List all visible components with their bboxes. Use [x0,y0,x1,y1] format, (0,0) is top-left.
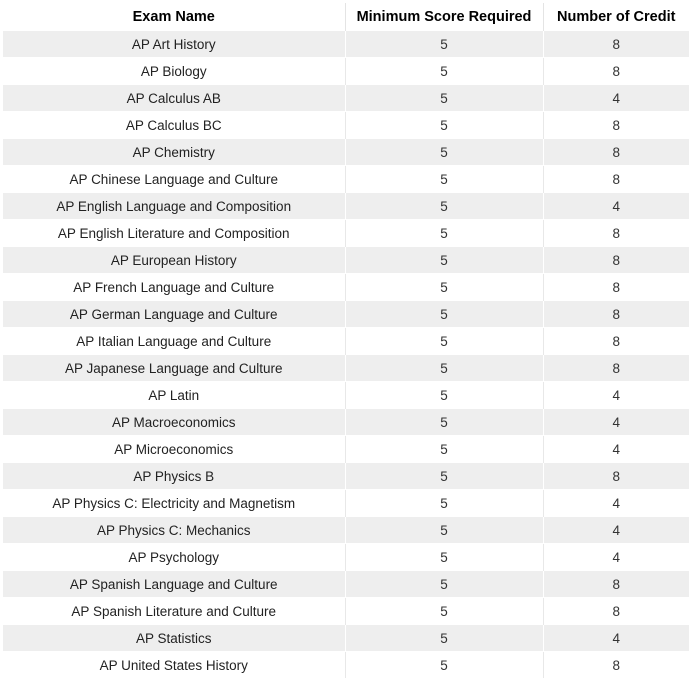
table-row [3,598,689,625]
minimum-score-cell: 5 [345,463,543,490]
header-row [3,3,689,31]
credit-cell: 8 [543,355,689,382]
credit-cell: 4 [543,490,689,517]
exam-name-cell: AP Spanish Language and Culture [3,571,345,598]
exam-name-cell: AP Japanese Language and Culture [3,355,345,382]
credit-cell: 8 [543,220,689,247]
minimum-score-cell: 5 [345,517,543,544]
exam-name-cell: AP Microeconomics [3,436,345,463]
credit-cell: 4 [543,517,689,544]
header-number-of-credit: Number of Credit [543,3,689,31]
credit-cell: 8 [543,31,689,58]
exam-name-cell: AP English Literature and Composition [3,220,345,247]
exam-credit-table-container [3,3,689,678]
exam-name-cell: AP Art History [3,31,345,58]
minimum-score-cell: 5 [345,382,543,409]
header-minimum-score: Minimum Score Required [345,3,543,31]
table-row [3,544,689,571]
table-row [3,139,689,166]
exam-name-cell: AP Chemistry [3,139,345,166]
exam-name-cell: AP Calculus AB [3,85,345,112]
table-row [3,490,689,517]
exam-name-cell: AP English Language and Composition [3,193,345,220]
table-row [3,220,689,247]
credit-cell: 4 [543,193,689,220]
minimum-score-cell: 5 [345,571,543,598]
minimum-score-cell: 5 [345,544,543,571]
table-header [3,3,689,31]
header-exam-name: Exam Name [3,3,345,31]
exam-name-cell: AP Physics C: Mechanics [3,517,345,544]
credit-cell: 8 [543,301,689,328]
minimum-score-cell: 5 [345,409,543,436]
table-row [3,112,689,139]
exam-name-cell: AP French Language and Culture [3,274,345,301]
table-row [3,166,689,193]
table-row [3,571,689,598]
credit-cell: 8 [543,598,689,625]
exam-name-cell: AP European History [3,247,345,274]
table-row [3,652,689,679]
table-row [3,463,689,490]
exam-name-cell: AP Chinese Language and Culture [3,166,345,193]
credit-cell: 8 [543,328,689,355]
credit-cell: 4 [543,85,689,112]
table-row [3,409,689,436]
exam-name-cell: AP Latin [3,382,345,409]
minimum-score-cell: 5 [345,652,543,679]
minimum-score-cell: 5 [345,58,543,85]
credit-cell: 8 [543,247,689,274]
minimum-score-cell: 5 [345,598,543,625]
table-row [3,436,689,463]
exam-name-cell: AP Physics B [3,463,345,490]
minimum-score-cell: 5 [345,139,543,166]
credit-cell: 4 [543,436,689,463]
table-row [3,193,689,220]
credit-cell: 8 [543,112,689,139]
exam-name-cell: AP Spanish Literature and Culture [3,598,345,625]
minimum-score-cell: 5 [345,355,543,382]
credit-cell: 4 [543,544,689,571]
table-row [3,274,689,301]
exam-name-cell: AP Italian Language and Culture [3,328,345,355]
minimum-score-cell: 5 [345,274,543,301]
credit-cell: 4 [543,382,689,409]
table-body [3,31,689,679]
credit-cell: 8 [543,571,689,598]
exam-credit-table [3,3,689,678]
table-row [3,355,689,382]
exam-name-cell: AP Macroeconomics [3,409,345,436]
credit-cell: 8 [543,139,689,166]
minimum-score-cell: 5 [345,220,543,247]
minimum-score-cell: 5 [345,193,543,220]
exam-name-cell: AP Statistics [3,625,345,652]
table-row [3,517,689,544]
table-row [3,301,689,328]
exam-name-cell: AP Physics C: Electricity and Magnetism [3,490,345,517]
table-row [3,625,689,652]
minimum-score-cell: 5 [345,301,543,328]
credit-cell: 8 [543,463,689,490]
table-row [3,328,689,355]
exam-name-cell: AP Calculus BC [3,112,345,139]
credit-cell: 4 [543,625,689,652]
credit-cell: 8 [543,274,689,301]
minimum-score-cell: 5 [345,328,543,355]
minimum-score-cell: 5 [345,625,543,652]
credit-cell: 4 [543,409,689,436]
minimum-score-cell: 5 [345,490,543,517]
minimum-score-cell: 5 [345,247,543,274]
minimum-score-cell: 5 [345,166,543,193]
exam-name-cell: AP Psychology [3,544,345,571]
minimum-score-cell: 5 [345,85,543,112]
table-row [3,382,689,409]
exam-name-cell: AP United States History [3,652,345,679]
table-row [3,58,689,85]
credit-cell: 8 [543,652,689,679]
table-row [3,31,689,58]
minimum-score-cell: 5 [345,436,543,463]
minimum-score-cell: 5 [345,112,543,139]
minimum-score-cell: 5 [345,31,543,58]
credit-cell: 8 [543,166,689,193]
exam-name-cell: AP Biology [3,58,345,85]
credit-cell: 8 [543,58,689,85]
table-row [3,85,689,112]
exam-name-cell: AP German Language and Culture [3,301,345,328]
table-row [3,247,689,274]
